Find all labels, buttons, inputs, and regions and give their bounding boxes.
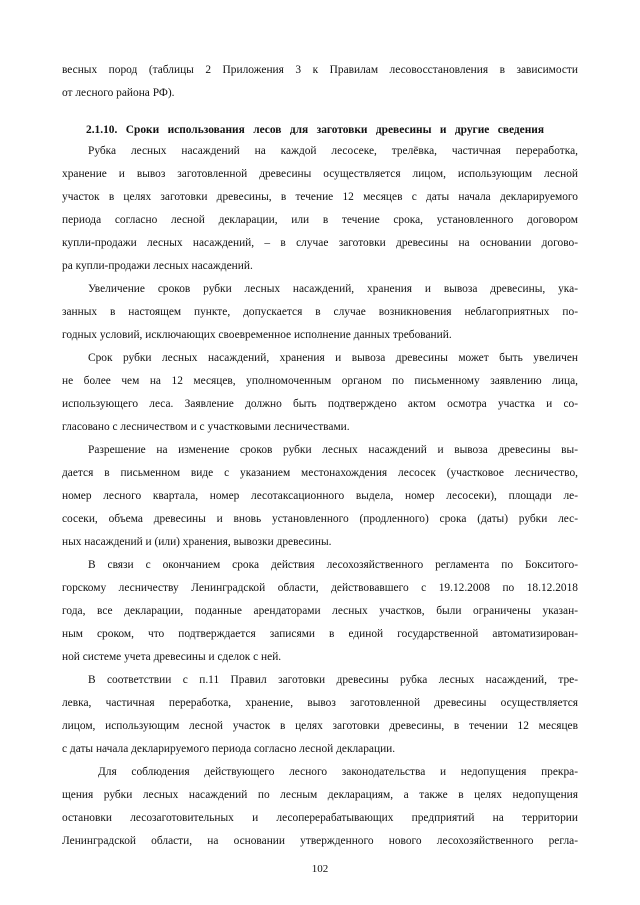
paragraph-line: Рубка лесных насаждений на каждой лесосеке, трелёвка, частичная переработка, — [88, 145, 578, 157]
paragraph-line: В связи с окончанием срока действия лесохозяйственного регламента по Бокситого- — [88, 559, 578, 571]
paragraph-line: щения рубки лесных насаждений по лесным декларациям, а также в целях недопущения — [62, 789, 578, 801]
paragraph-line: занных в настоящем пункте, допускается в случае возникновения неблагоприятных по- — [62, 306, 578, 318]
paragraph-line: Срок рубки лесных насаждений, хранения и вывоза древесины может быть увеличен — [88, 352, 578, 364]
paragraph-line: номер лесного квартала, номер лесотаксационного выдела, номер лесосеки), площади ле- — [62, 490, 578, 502]
paragraph-line: ных насаждений и (или) хранения, вывозки древесины. — [62, 536, 332, 548]
paragraph-line: Для соблюдения действующего лесного законодательства и недопущения прекра- — [98, 766, 578, 778]
section-heading: 2.1.10. Сроки использования лесов для заготовки древесины и другие сведения — [86, 124, 544, 136]
paragraph-line: сосеки, объема древесины и вновь установленного (продленного) срока (даты) рубки лес- — [62, 513, 578, 525]
paragraph-line: участок в целях заготовки древесины, в течение 12 месяцев с даты начала декларируемого — [62, 191, 578, 203]
paragraph-line: Разрешение на изменение сроков рубки лесных насаждений и вывоза древесины вы- — [88, 444, 578, 456]
paragraph-line: ной системе учета древесины и сделок с ней. — [62, 651, 282, 663]
paragraph-line: года, все декларации, поданные арендаторами лесных участков, были ограничены указан- — [62, 605, 578, 617]
paragraph-line: лицом, использующим лесной участок в целях заготовки древесины, в течении 12 месяцев — [62, 720, 578, 732]
paragraph-line: горскому лесничеству Ленинградской области, действовавшего с 19.12.2008 по 18.12.2018 — [62, 582, 578, 594]
paragraph-line: с даты начала декларируемого периода согласно лесной декларации. — [62, 743, 396, 755]
intro-line: от лесного района РФ). — [62, 87, 175, 99]
paragraph-line: хранение и вывоз заготовленной древесины осуществляется лицом, использующим лесной — [62, 168, 578, 180]
paragraph-line: левка, частичная переработка, хранение, вывоз заготовленной древесины осуществляется — [62, 697, 578, 709]
paragraph-line: использующего леса. Заявление должно быть подтверждено актом осмотра участка и со- — [62, 398, 578, 410]
paragraph-line: Ленинградской области, на основании утвержденного нового лесохозяйственного регла- — [62, 835, 578, 847]
paragraph-line: не более чем на 12 месяцев, уполномоченным органом по письменному заявлению лица, — [62, 375, 578, 387]
paragraph-line: ра купли-продажи лесных насаждений. — [62, 260, 253, 272]
paragraph-line: дается в письменном виде с указанием местонахождения лесосек (участковое лесничество, — [62, 467, 578, 479]
page-number: 102 — [311, 863, 329, 875]
paragraph-line: годных условий, исключающих своевременное исполнение данных требований. — [62, 329, 452, 341]
paragraph-line: периода согласно лесной декларации, или в течение срока, установленного договором — [62, 214, 578, 226]
paragraph-line: Увеличение сроков рубки лесных насаждений, хранения и вывоза древесины, ука- — [88, 283, 578, 295]
paragraph-line: ным сроком, что подтверждается записями в единой государственной автоматизирован- — [62, 628, 578, 640]
paragraph-line: В соответствии с п.11 Правил заготовки древесины рубка лесных насаждений, тре- — [88, 674, 578, 686]
paragraph-line: гласовано с лесничеством и с участковыми лесничествами. — [62, 421, 350, 433]
paragraph-line: остановки лесозаготовительных и лесоперерабатывающих предприятий на территории — [62, 812, 578, 824]
intro-line: весных пород (таблицы 2 Приложения 3 к Правилам лесовосстановления в зависимости — [62, 64, 578, 76]
paragraph-line: купли-продажи лесных насаждений, – в случае заготовки древесины на основании догово- — [62, 237, 578, 249]
